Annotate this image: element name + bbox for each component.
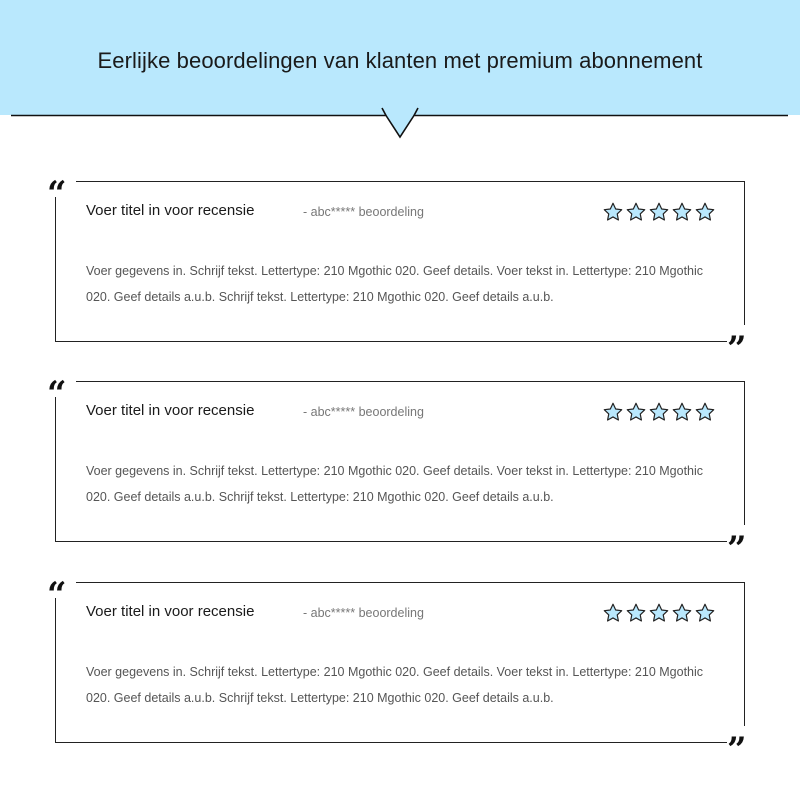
star-icon xyxy=(602,201,624,223)
card-border-right xyxy=(744,582,745,726)
card-border-bottom xyxy=(55,742,727,743)
open-quote-icon: “ xyxy=(47,374,67,414)
header-divider-with-notch xyxy=(0,100,800,140)
star-icon xyxy=(648,401,670,423)
star-icon xyxy=(671,201,693,223)
card-border-right xyxy=(744,181,745,325)
card-border-left xyxy=(55,397,56,541)
card-border-top xyxy=(76,582,745,583)
review-author: - abc***** beoordeling xyxy=(303,606,424,620)
star-icon xyxy=(648,201,670,223)
close-quote-icon: ” xyxy=(727,329,747,369)
card-border-left xyxy=(55,197,56,341)
open-quote-icon: “ xyxy=(47,174,67,214)
card-border-bottom xyxy=(55,541,727,542)
card-border-left xyxy=(55,598,56,742)
review-body: Voer gegevens in. Schrijf tekst. Lettertype: 210 Mgothic 020. Geef details. Voer tekst in. Lettertype: 210 Mgothic 020. Geef details a.u.b. Schrijf tekst. Lettertype: 210 Mgothic 020. Geef details a.u.b. xyxy=(86,464,704,504)
star-icon xyxy=(625,201,647,223)
review-title: Voer titel in voor recensie xyxy=(86,402,255,419)
review-card xyxy=(47,374,760,569)
star-icon xyxy=(671,401,693,423)
star-icon xyxy=(648,602,670,624)
review-card xyxy=(47,575,760,770)
close-quote-icon: ” xyxy=(727,529,747,569)
close-quote-icon: ” xyxy=(727,730,747,770)
card-border-bottom xyxy=(55,341,727,342)
star-icon xyxy=(602,401,624,423)
card-border-right xyxy=(744,381,745,525)
open-quote-icon: “ xyxy=(47,575,67,615)
star-icon xyxy=(602,602,624,624)
page-title: Eerlijke beoordelingen van klanten met premium abonnement xyxy=(97,48,703,73)
star-rating xyxy=(602,401,716,423)
header-banner xyxy=(0,0,800,115)
star-icon xyxy=(694,201,716,223)
review-title: Voer titel in voor recensie xyxy=(86,202,255,219)
review-card xyxy=(47,174,760,369)
star-icon xyxy=(671,602,693,624)
card-border-top xyxy=(76,381,745,382)
review-author: - abc***** beoordeling xyxy=(303,405,424,419)
card-border-top xyxy=(76,181,745,182)
review-body: Voer gegevens in. Schrijf tekst. Lettertype: 210 Mgothic 020. Geef details. Voer tekst in. Lettertype: 210 Mgothic 020. Geef details a.u.b. Schrijf tekst. Lettertype: 210 Mgothic 020. Geef details a.u.b. xyxy=(86,264,704,304)
review-title: Voer titel in voor recensie xyxy=(86,603,255,620)
review-author: - abc***** beoordeling xyxy=(303,205,424,219)
star-icon xyxy=(625,401,647,423)
star-rating xyxy=(602,201,716,223)
star-icon xyxy=(694,602,716,624)
star-icon xyxy=(625,602,647,624)
star-icon xyxy=(694,401,716,423)
star-rating xyxy=(602,602,716,624)
review-body: Voer gegevens in. Schrijf tekst. Lettertype: 210 Mgothic 020. Geef details. Voer tekst in. Lettertype: 210 Mgothic 020. Geef details a.u.b. Schrijf tekst. Lettertype: 210 Mgothic 020. Geef details a.u.b. xyxy=(86,665,704,705)
